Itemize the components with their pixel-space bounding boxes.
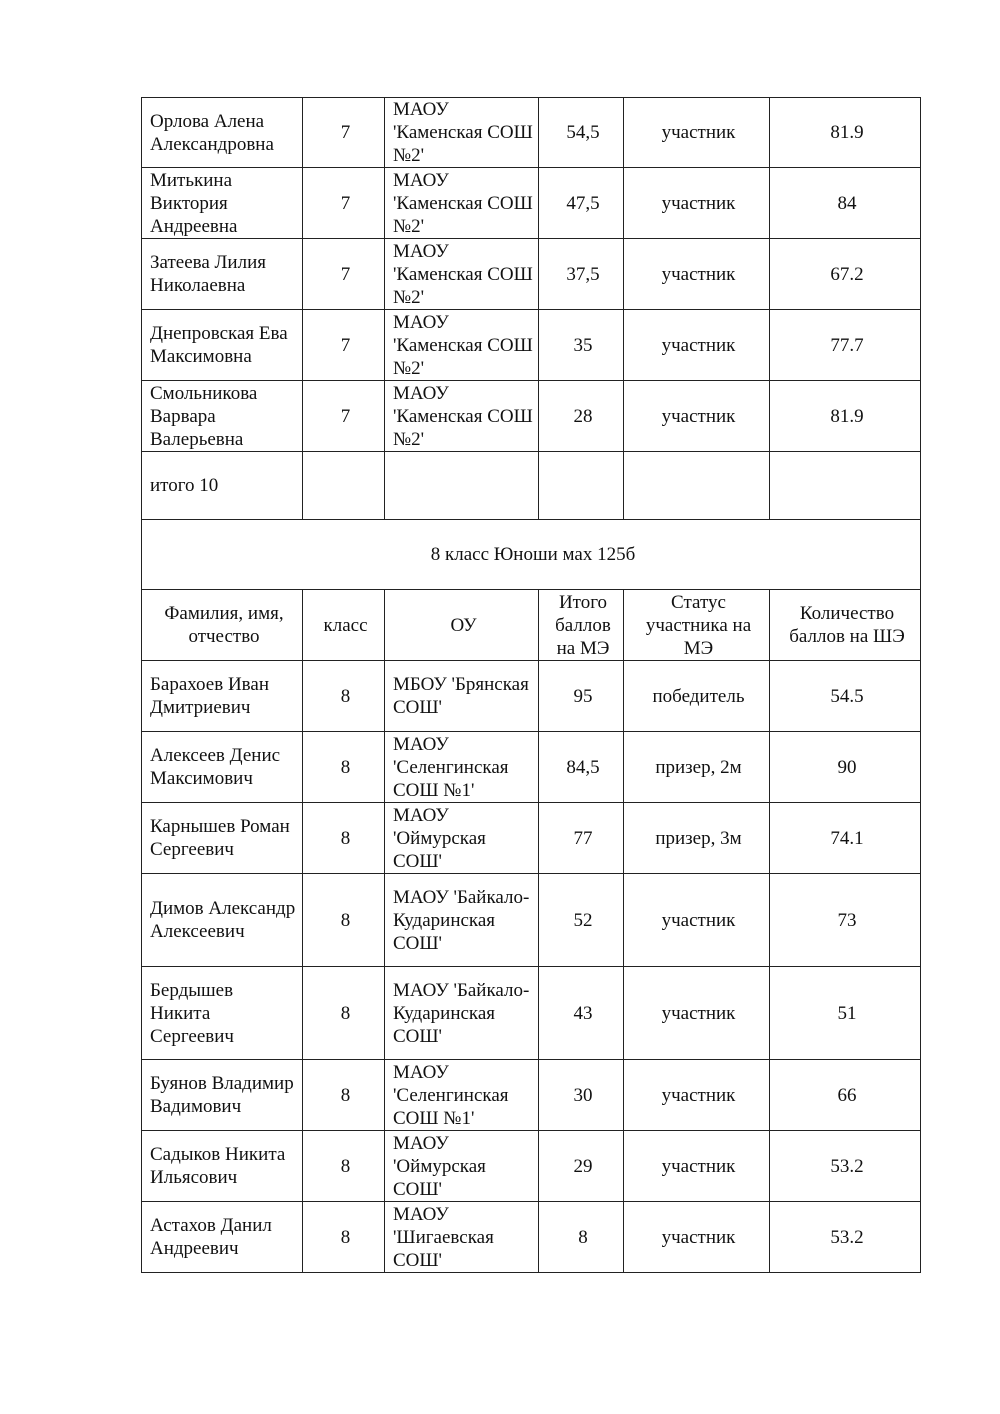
header-class: класс [303, 590, 385, 661]
status-cell: участник [624, 98, 770, 168]
score-cell: 54,5 [539, 98, 624, 168]
score-cell: 77 [539, 803, 624, 874]
score-cell: 37,5 [539, 239, 624, 310]
school-score-cell: 67.2 [770, 239, 921, 310]
class-cell: 7 [303, 310, 385, 381]
score-cell: 52 [539, 874, 624, 967]
table-row [142, 381, 921, 452]
student-name: Бердышев Никита Сергеевич [142, 967, 303, 1060]
student-name: Буянов Владимир Вадимович [142, 1060, 303, 1131]
table-row [142, 1060, 921, 1131]
class-cell: 7 [303, 168, 385, 239]
status-cell: участник [624, 1131, 770, 1202]
school-score-cell: 81.9 [770, 381, 921, 452]
table-row [142, 874, 921, 967]
class-cell: 8 [303, 1202, 385, 1273]
school-cell: МАОУ 'Каменская СОШ №2' [385, 98, 539, 168]
school-score-cell: 81.9 [770, 98, 921, 168]
student-name: Смольникова Варвара Валерьевна [142, 381, 303, 452]
empty-cell [303, 452, 385, 520]
school-score-cell: 84 [770, 168, 921, 239]
score-cell: 43 [539, 967, 624, 1060]
status-cell: призер, 3м [624, 803, 770, 874]
score-cell: 28 [539, 381, 624, 452]
total-row [142, 452, 921, 520]
class-cell: 8 [303, 1060, 385, 1131]
student-name: Днепровская Ева Максимовна [142, 310, 303, 381]
score-cell: 29 [539, 1131, 624, 1202]
table-row [142, 1131, 921, 1202]
header-ou: ОУ [385, 590, 539, 661]
status-cell: победитель [624, 661, 770, 732]
empty-cell [624, 452, 770, 520]
class-cell: 8 [303, 1131, 385, 1202]
class-cell: 7 [303, 98, 385, 168]
status-cell: участник [624, 1060, 770, 1131]
student-name: Митькина Виктория Андреевна [142, 168, 303, 239]
school-cell: МАОУ 'Байкало-Кударинская СОШ' [385, 874, 539, 967]
school-cell: МАОУ 'Селенгинская СОШ №1' [385, 1060, 539, 1131]
school-cell: МАОУ 'Каменская СОШ №2' [385, 168, 539, 239]
class-cell: 8 [303, 732, 385, 803]
school-score-cell: 66 [770, 1060, 921, 1131]
empty-cell [770, 452, 921, 520]
header-school-score: Количество баллов на ШЭ [770, 590, 921, 661]
school-cell: МАОУ 'Шигаевская СОШ' [385, 1202, 539, 1273]
school-score-cell: 51 [770, 967, 921, 1060]
school-score-cell: 77.7 [770, 310, 921, 381]
school-cell: МАОУ 'Селенгинская СОШ №1' [385, 732, 539, 803]
score-cell: 84,5 [539, 732, 624, 803]
class-cell: 8 [303, 661, 385, 732]
status-cell: участник [624, 874, 770, 967]
total-label: итого 10 [142, 452, 303, 520]
school-score-cell: 74.1 [770, 803, 921, 874]
table-row [142, 310, 921, 381]
school-score-cell: 90 [770, 732, 921, 803]
section-title: 8 класс Юноши мах 125б [142, 520, 921, 590]
status-cell: участник [624, 381, 770, 452]
school-score-cell: 53.2 [770, 1131, 921, 1202]
table-row [142, 1202, 921, 1273]
score-cell: 47,5 [539, 168, 624, 239]
results-table [141, 97, 921, 1273]
header-score: Итого баллов на МЭ [539, 590, 624, 661]
student-name: Карнышев Роман Сергеевич [142, 803, 303, 874]
table-row [142, 168, 921, 239]
score-cell: 35 [539, 310, 624, 381]
table-row [142, 967, 921, 1060]
status-cell: участник [624, 239, 770, 310]
class-cell: 7 [303, 381, 385, 452]
status-cell: призер, 2м [624, 732, 770, 803]
header-status: Статус участника на МЭ [624, 590, 770, 661]
score-cell: 8 [539, 1202, 624, 1273]
table-row [142, 803, 921, 874]
header-row [142, 590, 921, 661]
class-cell: 8 [303, 803, 385, 874]
table-row [142, 732, 921, 803]
student-name: Орлова Алена Александровна [142, 98, 303, 168]
table-row [142, 98, 921, 168]
status-cell: участник [624, 168, 770, 239]
school-cell: МАОУ 'Каменская СОШ №2' [385, 381, 539, 452]
table-row [142, 661, 921, 732]
school-score-cell: 73 [770, 874, 921, 967]
school-cell: МБОУ 'Брянская СОШ' [385, 661, 539, 732]
student-name: Затеева Лилия Николаевна [142, 239, 303, 310]
school-cell: МАОУ 'Байкало-Кударинская СОШ' [385, 967, 539, 1060]
student-name: Димов Александр Алексеевич [142, 874, 303, 967]
student-name: Барахоев Иван Дмитриевич [142, 661, 303, 732]
student-name: Астахов Данил Андреевич [142, 1202, 303, 1273]
section-row [142, 520, 921, 590]
school-cell: МАОУ 'Оймурская СОШ' [385, 1131, 539, 1202]
school-cell: МАОУ 'Оймурская СОШ' [385, 803, 539, 874]
status-cell: участник [624, 1202, 770, 1273]
empty-cell [539, 452, 624, 520]
school-score-cell: 53.2 [770, 1202, 921, 1273]
table-row [142, 239, 921, 310]
student-name: Садыков Никита Ильясович [142, 1131, 303, 1202]
class-cell: 7 [303, 239, 385, 310]
empty-cell [385, 452, 539, 520]
student-name: Алексеев Денис Максимович [142, 732, 303, 803]
status-cell: участник [624, 967, 770, 1060]
status-cell: участник [624, 310, 770, 381]
score-cell: 95 [539, 661, 624, 732]
class-cell: 8 [303, 967, 385, 1060]
score-cell: 30 [539, 1060, 624, 1131]
school-cell: МАОУ 'Каменская СОШ №2' [385, 239, 539, 310]
school-cell: МАОУ 'Каменская СОШ №2' [385, 310, 539, 381]
school-score-cell: 54.5 [770, 661, 921, 732]
class-cell: 8 [303, 874, 385, 967]
header-name: Фамилия, имя, отчество [142, 590, 303, 661]
